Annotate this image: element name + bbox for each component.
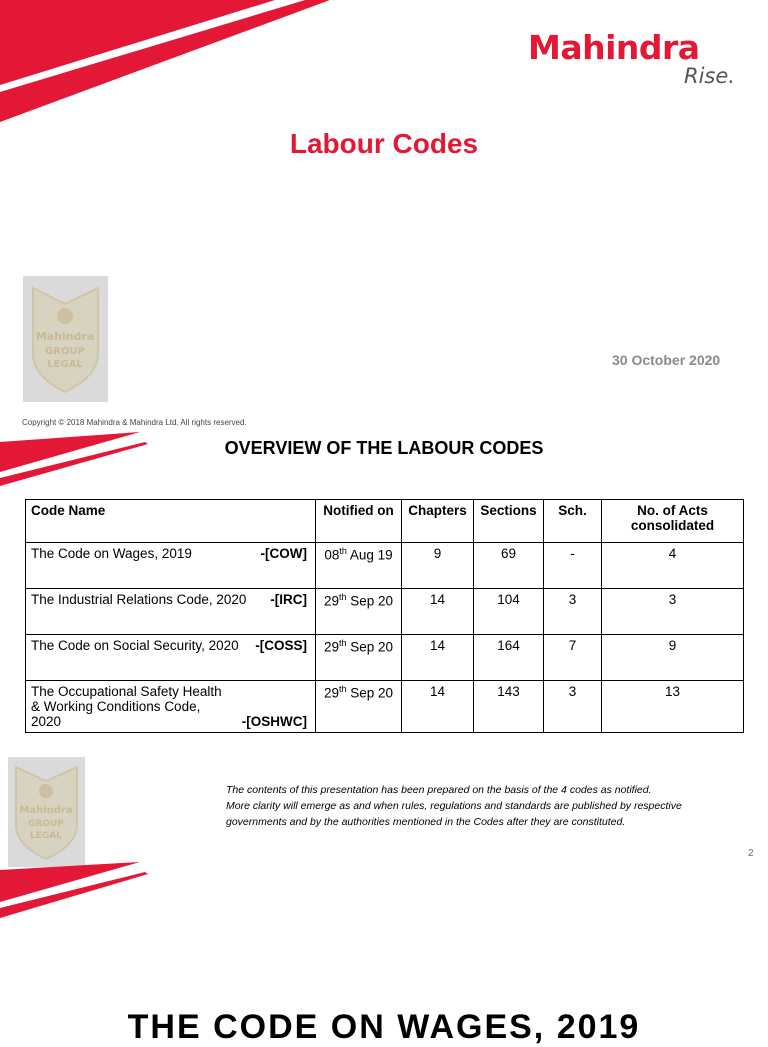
header-acts-line2: consolidated <box>630 518 715 533</box>
seal-text-brand: Mahindra <box>19 805 73 816</box>
acts-count: 9 <box>602 635 744 681</box>
date-ordinal: th <box>338 684 347 694</box>
code-name-cell <box>26 543 316 589</box>
page-number: 2 <box>748 848 754 859</box>
chapters-count: 9 <box>402 543 474 589</box>
header-acts-consolidated <box>602 500 744 543</box>
disclaimer-line: The contents of this presentation has been prepared on the basis of the 4 codes as notified. <box>226 784 652 796</box>
sections-count: 104 <box>474 589 544 635</box>
group-legal-seal-image <box>8 757 85 867</box>
code-abbreviation: -[COSS] <box>255 638 307 653</box>
date-month-year: Sep 20 <box>346 685 394 701</box>
date-day: 29 <box>323 593 339 609</box>
disclaimer-line: governments and by the authorities mentioned in the Codes after they are constituted. <box>226 816 626 828</box>
section-title: OVERVIEW OF THE LABOUR CODES <box>224 438 544 458</box>
acts-count: 13 <box>602 681 744 733</box>
presentation-date: 30 October 2020 <box>612 352 721 368</box>
code-abbreviation: -[IRC] <box>270 592 307 607</box>
header-notified-on: Notified on <box>316 500 402 543</box>
slide3-swoosh <box>0 862 150 922</box>
brand-tagline: Rise. <box>684 64 735 88</box>
next-slide-title: THE CODE ON WAGES, 2019 <box>127 1008 641 1046</box>
code-name-cell <box>26 635 316 681</box>
notified-date <box>316 589 402 635</box>
seal-text-legal: LEGAL <box>30 831 62 841</box>
code-name-cell <box>26 681 316 733</box>
table-header-row <box>26 500 744 543</box>
disclaimer-note <box>226 782 746 830</box>
chapters-count: 14 <box>402 681 474 733</box>
code-name-cell <box>26 589 316 635</box>
schedule-count: 3 <box>544 589 602 635</box>
date-month-year: Sep 20 <box>346 593 394 609</box>
header-sections: Sections <box>474 500 544 543</box>
code-name: The Industrial Relations Code, 2020 <box>31 592 247 607</box>
schedule-count: 3 <box>544 681 602 733</box>
schedule-count: 7 <box>544 635 602 681</box>
sections-count: 164 <box>474 635 544 681</box>
seal-text-legal: LEGAL <box>47 359 83 370</box>
table-row <box>26 543 744 589</box>
header-code-name: Code Name <box>26 500 316 543</box>
date-ordinal: th <box>339 546 347 556</box>
brand-logo: Mahindra <box>528 28 700 67</box>
schedule-count: - <box>544 543 602 589</box>
seal-text-group: GROUP <box>28 819 64 829</box>
table-row <box>26 681 744 733</box>
date-day: 08 <box>324 547 340 563</box>
page-title: Labour Codes <box>289 128 479 159</box>
notified-date <box>316 635 402 681</box>
acts-count: 3 <box>602 589 744 635</box>
code-name: The Code on Social Security, 2020 <box>31 638 239 653</box>
date-ordinal: th <box>338 638 347 648</box>
date-month-year: Sep 20 <box>346 639 394 655</box>
copyright-notice: Copyright © 2018 Mahindra & Mahindra Ltd. All rights reserved. <box>22 418 247 427</box>
acts-count: 4 <box>602 543 744 589</box>
chapters-count: 14 <box>402 635 474 681</box>
table-row <box>26 589 744 635</box>
date-day: 29 <box>323 639 339 655</box>
sections-count: 143 <box>474 681 544 733</box>
header-sch: Sch. <box>544 500 602 543</box>
code-name: The Occupational Safety Health & Working Conditions Code, 2020 <box>31 684 222 729</box>
code-abbreviation: -[COW] <box>260 546 307 561</box>
seal-text-brand: Mahindra <box>35 330 95 343</box>
disclaimer-line: More clarity will emerge as and when rules, regulations and standards are published by respective <box>226 800 682 812</box>
date-ordinal: th <box>338 592 347 602</box>
notified-date <box>316 681 402 733</box>
seal-text-group: GROUP <box>45 346 85 357</box>
table-row <box>26 635 744 681</box>
date-month-year: Aug 19 <box>346 547 393 563</box>
header-acts-line1: No. of Acts <box>637 503 708 518</box>
date-day: 29 <box>323 685 339 701</box>
code-name: The Code on Wages, 2019 <box>31 546 192 561</box>
sections-count: 69 <box>474 543 544 589</box>
labour-codes-table <box>25 499 744 733</box>
header-chapters: Chapters <box>402 500 474 543</box>
notified-date <box>316 543 402 589</box>
group-legal-seal-image <box>23 276 108 402</box>
chapters-count: 14 <box>402 589 474 635</box>
code-abbreviation: -[OSHWC] <box>241 714 307 729</box>
header-swoosh <box>0 0 340 130</box>
